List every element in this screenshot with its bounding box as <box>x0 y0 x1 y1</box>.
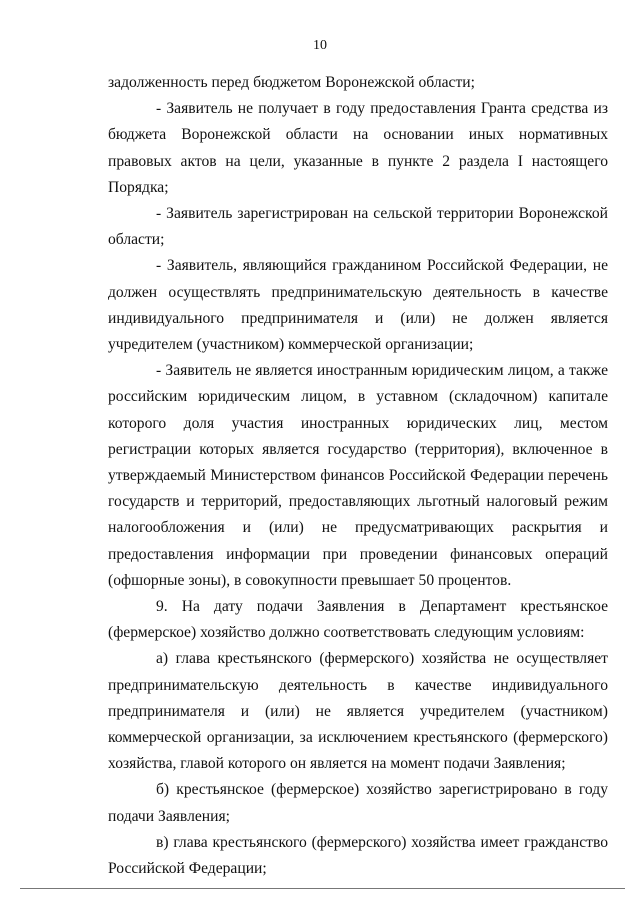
paragraph-debt-continuation: задолженность перед бюджетом Воронежской области; <box>108 74 475 91</box>
paragraph-item-9: 9. На дату подачи Заявления в Департамент крестьянское (фермерское) хозяйство должно соответствовать следующим условиям: <box>108 598 608 642</box>
paragraph-item-9a: а) глава крестьянского (фермерского) хозяйства не осуществляет предпринимательскую деятельность в качестве индивидуального предпринимателя и (или) не является учредителем (участником) коммерческой организации, за исключением крестьянского (фермерского) хозяйства, главой которого он является на момент подачи Заявления; <box>108 650 608 773</box>
paragraph-item-9v: в) глава крестьянского (фермерского) хозяйства имеет гражданство Российской Федерации; <box>108 833 608 878</box>
paragraph-no-entrepreneurship: - Заявитель, являющийся гражданином Российской Федерации, не должен осуществлять предпринимательскую деятельность в качестве индивидуального предпринимателя и (или) не должен является учредителем (участником) коммерческой организации; <box>108 257 608 354</box>
document-body <box>108 70 608 882</box>
page-number: 10 <box>313 38 327 53</box>
paragraph-not-foreign-entity: - Заявитель не является иностранным юридическим лицом, а также российским юридическим лицом, в уставном (складочном) капитале которого доля участия иностранных юридических лиц, местом регистрации которых является государство (территория), включенное в утверждаемый Министерством финансов Российской Федерации перечень государств и территорий, предоставляющих льготный налоговый режим налогообложения и (или) не предусматривающих раскрытия и предоставления информации при проведении финансовых операций (офшорные зоны), в совокупности превышает 50 процентов. <box>108 362 608 589</box>
paragraph-item-9b: б) крестьянское (фермерское) хозяйство зарегистрировано в году подачи Заявления; <box>108 781 608 825</box>
footer-divider <box>20 888 625 889</box>
paragraph-no-other-funds: - Заявитель не получает в году предоставления Гранта средства из бюджета Воронежской области на основании иных нормативных правовых актов на цели, указанные в пункте 2 раздела I настоящего Порядка; <box>108 100 608 196</box>
paragraph-rural-registration: - Заявитель зарегистрирован на сельской территории Воронежской области; <box>108 205 608 249</box>
